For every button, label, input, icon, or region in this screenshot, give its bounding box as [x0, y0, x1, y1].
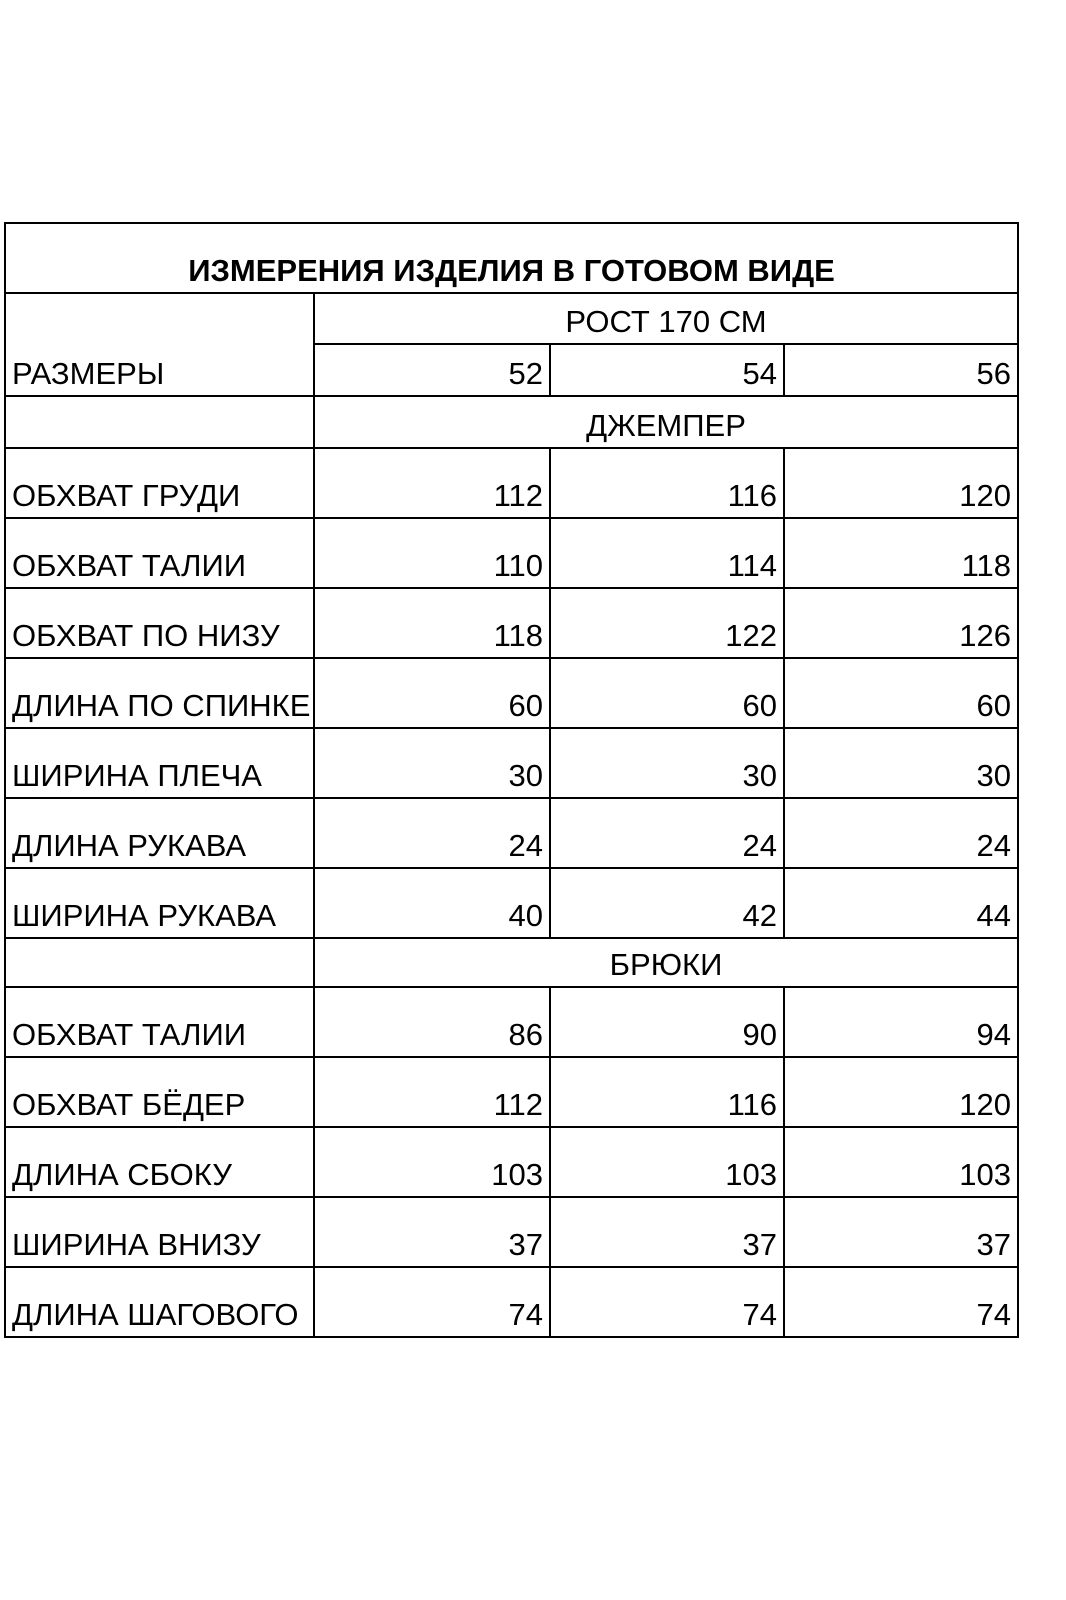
height-label: РОСТ 170 СМ	[314, 293, 1018, 344]
measure-value: 37	[550, 1197, 784, 1267]
table-row	[5, 1267, 1018, 1337]
measure-value: 30	[314, 728, 550, 798]
table-row	[5, 588, 1018, 658]
measure-value: 118	[314, 588, 550, 658]
measure-value: 118	[784, 518, 1018, 588]
measure-value: 112	[314, 1057, 550, 1127]
measure-value: 60	[314, 658, 550, 728]
size-header: 56	[784, 344, 1018, 396]
measure-label: ШИРИНА ПЛЕЧА	[5, 728, 314, 798]
measure-value: 120	[784, 448, 1018, 518]
measure-value: 74	[550, 1267, 784, 1337]
measure-label: ДЛИНА РУКАВА	[5, 798, 314, 868]
measure-value: 24	[314, 798, 550, 868]
height-row	[5, 293, 1018, 344]
measure-value: 122	[550, 588, 784, 658]
sizes-label: РАЗМЕРЫ	[5, 293, 314, 396]
section-name: ДЖЕМПЕР	[314, 396, 1018, 448]
measure-value: 103	[314, 1127, 550, 1197]
measure-label: ОБХВАТ БЁДЕР	[5, 1057, 314, 1127]
table-row	[5, 1127, 1018, 1197]
measure-value: 103	[784, 1127, 1018, 1197]
measure-value: 60	[550, 658, 784, 728]
size-header: 54	[550, 344, 784, 396]
measure-value: 103	[550, 1127, 784, 1197]
measure-value: 110	[314, 518, 550, 588]
measure-value: 44	[784, 868, 1018, 938]
table-row	[5, 518, 1018, 588]
measure-value: 116	[550, 1057, 784, 1127]
measure-label: ШИРИНА ВНИЗУ	[5, 1197, 314, 1267]
measure-value: 86	[314, 987, 550, 1057]
table-row	[5, 448, 1018, 518]
table-row	[5, 868, 1018, 938]
table-row	[5, 1197, 1018, 1267]
measure-value: 30	[784, 728, 1018, 798]
measure-label: ОБХВАТ ТАЛИИ	[5, 518, 314, 588]
section-row	[5, 938, 1018, 987]
table-row	[5, 987, 1018, 1057]
section-name: БРЮКИ	[314, 938, 1018, 987]
section-row	[5, 396, 1018, 448]
measure-label: ШИРИНА РУКАВА	[5, 868, 314, 938]
measure-value: 37	[784, 1197, 1018, 1267]
measure-value: 114	[550, 518, 784, 588]
table-title: ИЗМЕРЕНИЯ ИЗДЕЛИЯ В ГОТОВОМ ВИДЕ	[5, 223, 1018, 293]
measure-label: ОБХВАТ ТАЛИИ	[5, 987, 314, 1057]
measure-value: 24	[550, 798, 784, 868]
measure-label: ДЛИНА СБОКУ	[5, 1127, 314, 1197]
measure-value: 112	[314, 448, 550, 518]
table-row	[5, 658, 1018, 728]
measure-value: 30	[550, 728, 784, 798]
size-header: 52	[314, 344, 550, 396]
measure-label: ОБХВАТ ПО НИЗУ	[5, 588, 314, 658]
measure-value: 120	[784, 1057, 1018, 1127]
measure-value: 90	[550, 987, 784, 1057]
size-chart-table	[4, 222, 1019, 1338]
measure-value: 74	[314, 1267, 550, 1337]
measure-value: 74	[784, 1267, 1018, 1337]
measure-value: 40	[314, 868, 550, 938]
section-spacer	[5, 938, 314, 987]
measure-label: ДЛИНА ПО СПИНКЕ	[5, 658, 314, 728]
measure-value: 116	[550, 448, 784, 518]
measure-value: 42	[550, 868, 784, 938]
section-spacer	[5, 396, 314, 448]
title-row	[5, 223, 1018, 293]
measure-value: 126	[784, 588, 1018, 658]
measure-label: ОБХВАТ ГРУДИ	[5, 448, 314, 518]
measure-value: 37	[314, 1197, 550, 1267]
table-row	[5, 728, 1018, 798]
measure-value: 24	[784, 798, 1018, 868]
measure-value: 94	[784, 987, 1018, 1057]
measure-value: 60	[784, 658, 1018, 728]
table-row	[5, 798, 1018, 868]
measure-label: ДЛИНА ШАГОВОГО	[5, 1267, 314, 1337]
table-row	[5, 1057, 1018, 1127]
